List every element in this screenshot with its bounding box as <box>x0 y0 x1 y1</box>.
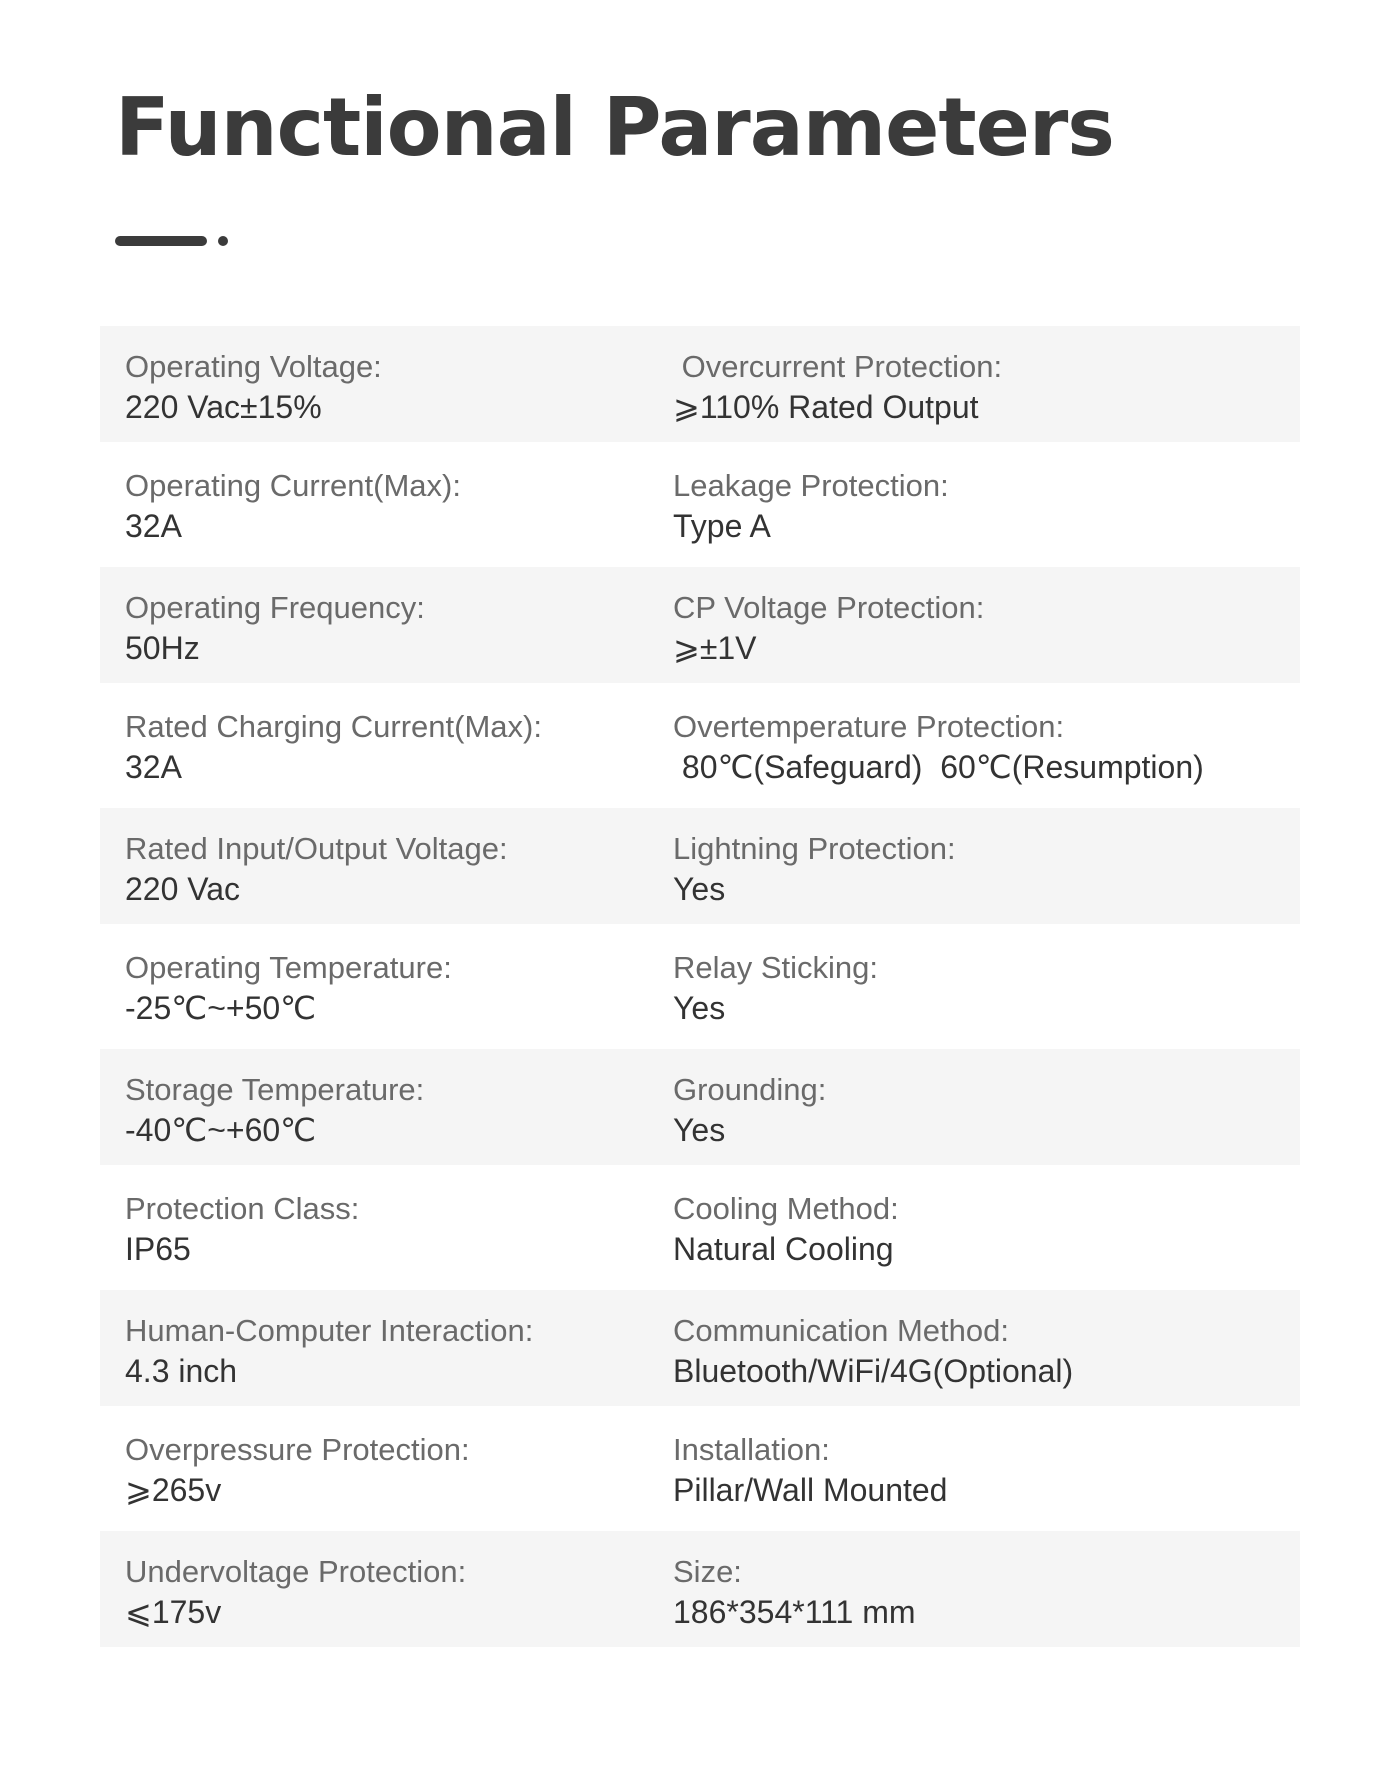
param-value: ⩾265v <box>125 1472 222 1508</box>
param-label: Grounding: <box>673 1072 827 1107</box>
table-row <box>100 1531 1300 1647</box>
param-cell <box>673 707 1300 808</box>
title-underline-decoration <box>115 235 235 247</box>
param-cell <box>673 829 1300 924</box>
table-row <box>100 326 1300 442</box>
param-label: Operating Frequency: <box>125 590 425 625</box>
parameters-table <box>100 326 1300 1647</box>
param-value: Type A <box>673 508 771 544</box>
param-value: ⩾±1V <box>673 630 757 666</box>
param-cell <box>673 948 1300 1049</box>
param-cell <box>673 588 1300 683</box>
param-cell <box>100 466 673 567</box>
param-label: Leakage Protection: <box>673 468 949 503</box>
param-value: 220 Vac <box>125 871 241 907</box>
param-label: Undervoltage Protection: <box>125 1554 467 1589</box>
param-label: Overtemperature Protection: <box>673 709 1065 744</box>
param-label: Operating Current(Max): <box>125 468 461 503</box>
param-value: -40℃~+60℃ <box>125 1112 317 1148</box>
param-cell <box>100 1311 673 1406</box>
param-cell <box>100 829 673 924</box>
param-cell <box>673 1311 1300 1406</box>
param-cell <box>100 1430 673 1531</box>
param-label: Operating Temperature: <box>125 950 452 985</box>
param-value: ⩽175v <box>125 1594 222 1630</box>
param-cell <box>100 1070 673 1165</box>
param-value: 220 Vac±15% <box>125 389 322 425</box>
param-label: Overpressure Protection: <box>125 1432 470 1467</box>
table-row <box>100 1406 1300 1531</box>
param-value: 32A <box>125 508 182 544</box>
table-row <box>100 442 1300 567</box>
param-label: Cooling Method: <box>673 1191 899 1226</box>
table-row <box>100 1165 1300 1290</box>
param-value: Yes <box>673 990 726 1026</box>
param-label: Lightning Protection: <box>673 831 956 866</box>
param-value: -25℃~+50℃ <box>125 990 317 1026</box>
param-cell <box>100 948 673 1049</box>
param-value: 80℃(Safeguard) 60℃(Resumption) <box>673 749 1204 785</box>
param-cell <box>673 1070 1300 1165</box>
param-cell <box>100 1189 673 1290</box>
param-cell <box>673 1552 1300 1647</box>
table-row <box>100 924 1300 1049</box>
table-row <box>100 683 1300 808</box>
param-cell <box>673 347 1300 442</box>
param-value: IP65 <box>125 1231 191 1267</box>
param-cell <box>100 588 673 683</box>
param-value: ⩾110% Rated Output <box>673 389 979 425</box>
param-cell <box>673 1430 1300 1531</box>
param-value: Yes <box>673 871 726 907</box>
param-label: Size: <box>673 1554 742 1589</box>
param-value: 186*354*111 mm <box>673 1594 916 1630</box>
table-row <box>100 567 1300 683</box>
page-title: Functional Parameters <box>115 81 1114 174</box>
param-cell <box>100 1552 673 1647</box>
param-value: Natural Cooling <box>673 1231 894 1267</box>
param-label: CP Voltage Protection: <box>673 590 985 625</box>
param-label: Communication Method: <box>673 1313 1009 1348</box>
param-value: Pillar/Wall Mounted <box>673 1472 948 1508</box>
param-value: Bluetooth/WiFi/4G(Optional) <box>673 1353 1074 1389</box>
param-cell <box>100 347 673 442</box>
param-label: Relay Sticking: <box>673 950 879 985</box>
param-value: 50Hz <box>125 630 200 666</box>
param-label: Rated Charging Current(Max): <box>125 709 542 744</box>
param-label: Rated Input/Output Voltage: <box>125 831 508 866</box>
param-cell <box>673 466 1300 567</box>
param-label: Installation: <box>673 1432 830 1467</box>
param-cell <box>100 707 673 808</box>
param-value: 32A <box>125 749 182 785</box>
underline-dot <box>218 236 228 246</box>
table-row <box>100 808 1300 924</box>
underline-bar <box>115 236 207 246</box>
param-label: Overcurrent Protection: <box>673 349 1003 384</box>
param-label: Storage Temperature: <box>125 1072 425 1107</box>
param-value: Yes <box>673 1112 726 1148</box>
param-cell <box>673 1189 1300 1290</box>
param-label: Protection Class: <box>125 1191 360 1226</box>
table-row <box>100 1049 1300 1165</box>
param-label: Operating Voltage: <box>125 349 382 384</box>
param-label: Human-Computer Interaction: <box>125 1313 534 1348</box>
param-value: 4.3 inch <box>125 1353 238 1389</box>
table-row <box>100 1290 1300 1406</box>
